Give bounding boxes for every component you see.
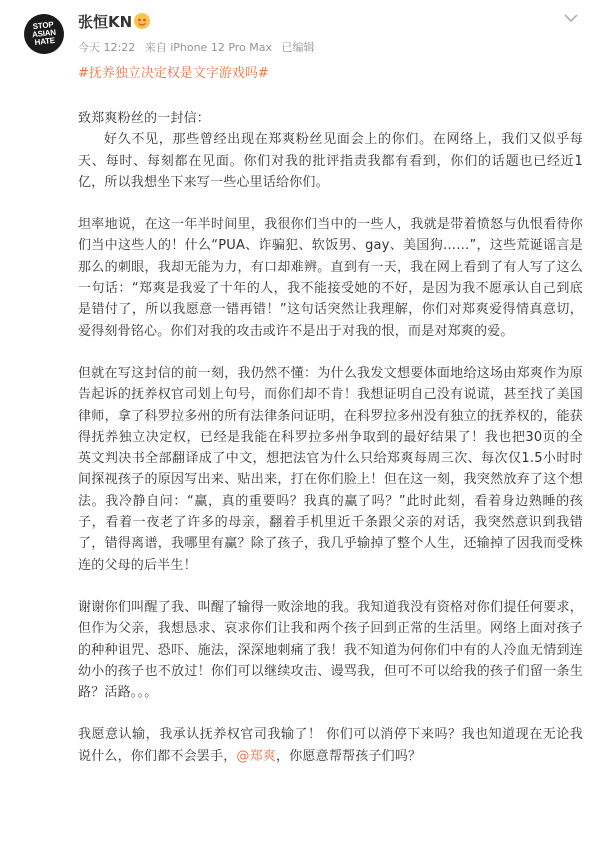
avatar-text-line: ASIAN <box>31 27 57 40</box>
post-meta <box>78 39 321 55</box>
paragraph-3: 但就在写这封信的前一刻，我仍然不懂：为什么我发文想要体面地给这场由郑爽作为原告起诉的抚养权官司划上句号，而你们却不肯！我想证明自己没有说谎，甚至找了美国律师，拿了科罗拉多州的所有法律条问证明，在科罗拉多州没有独立的抚养权的，能获得抚养独立决定权，已经是我能在科罗拉多州争取到的最好结果了！我也把30页的全英文判决书全部翻译成了中文，想把法官为什么只给郑爽每周三次、每次仅1.5小时时间探视孩子的原因写出来、贴出来，打在你们脸上！但在这一刻，我突然放弃了这个想法。我冷静自问：“赢，真的重要吗？我真的赢了吗？”此时此刻，看着身边熟睡的孩子，看着一夜老了许多的母亲，翻着手机里近千条跟父亲的对话，我突然意识到我错了，错得离谱，我哪里有赢？除了孩子，我几乎输掉了整个人生，还输掉了因我而受株连的父母的后半生！ <box>78 365 583 573</box>
paragraph-2: 坦率地说，在这一年半时间里，我很你们当中的一些人，我就是带着愤怒与仇恨看待你们当中这些人的！什么“PUA、诈骗犯、软饭男、gay、美国狗……”，这些荒诞谣言是那么的刺眼，我却无能为力，有口却难辨。直到有一天，我在网上看到了有人写了这么一句话：“郑爽是我爱了十年的人，我不能接受她的不好，是因为我不愿承认自己到底是错付了，所以我愿意一错再错！”这句话突然让我理解，你们对郑爽爱得情真意切，爱得刻骨铭心。你们对我的攻击或许不是出于对我的恨，而是对郑爽的爱。 <box>78 217 583 339</box>
chevron-down-icon[interactable] <box>563 12 579 24</box>
edited-label[interactable]: 已编辑 <box>281 41 315 54</box>
paragraph-5 <box>78 724 583 767</box>
post-time[interactable]: 今天 12:22 <box>78 41 136 54</box>
mention-link[interactable]: @郑爽 <box>236 748 277 764</box>
paragraph-4: 谢谢你们叫醒了我、叫醒了输得一败涂地的我。我知道我没有资格对你们提任何要求，但作为父亲，我想恳求、哀求你们让我和两个孩子回到正常的生活里。网络上面对孩子的种种诅咒、恐吓、施法，深深地刺痛了我！我不知道为何你们中有的人冷血无情到连幼小的孩子也不放过！你们可以继续攻击、谩骂我，但可不可以给我的孩子们留一条生路？活路。。。 <box>78 599 583 701</box>
salutation: 致郑爽粉丝的一封信： <box>78 111 211 126</box>
topic-hashtag[interactable]: #抚养独立决定权是文字游戏吗# <box>78 66 269 81</box>
avatar-text-line: STOP <box>32 19 54 32</box>
post-content <box>78 108 583 767</box>
paragraph-1: 好久不见，那些曾经出现在郑爽粉丝见面会上的你们。在网络上，我们又似乎每天、每时、每刻都在见面。你们对我的批评指责我都有看到，你们的话题也已经近1亿，所以我想坐下来写一些心里话给你们。 <box>78 132 583 190</box>
post-source: 来自 iPhone 12 Pro Max <box>144 41 273 54</box>
paragraph-5-end: ，你愿意帮帮孩子们吗？ <box>276 748 422 764</box>
username[interactable]: 张恒KN <box>78 13 133 31</box>
avatar[interactable] <box>22 12 66 56</box>
avatar-text-line: HATE <box>34 35 56 48</box>
paragraph-5-text: 我愿意认输，我承认抚养权官司我输了！ 你们可以消停下来吗？我也知道现在无论我说什么，你们都不会罢手， <box>78 727 583 764</box>
vip-badge-icon <box>133 12 151 30</box>
